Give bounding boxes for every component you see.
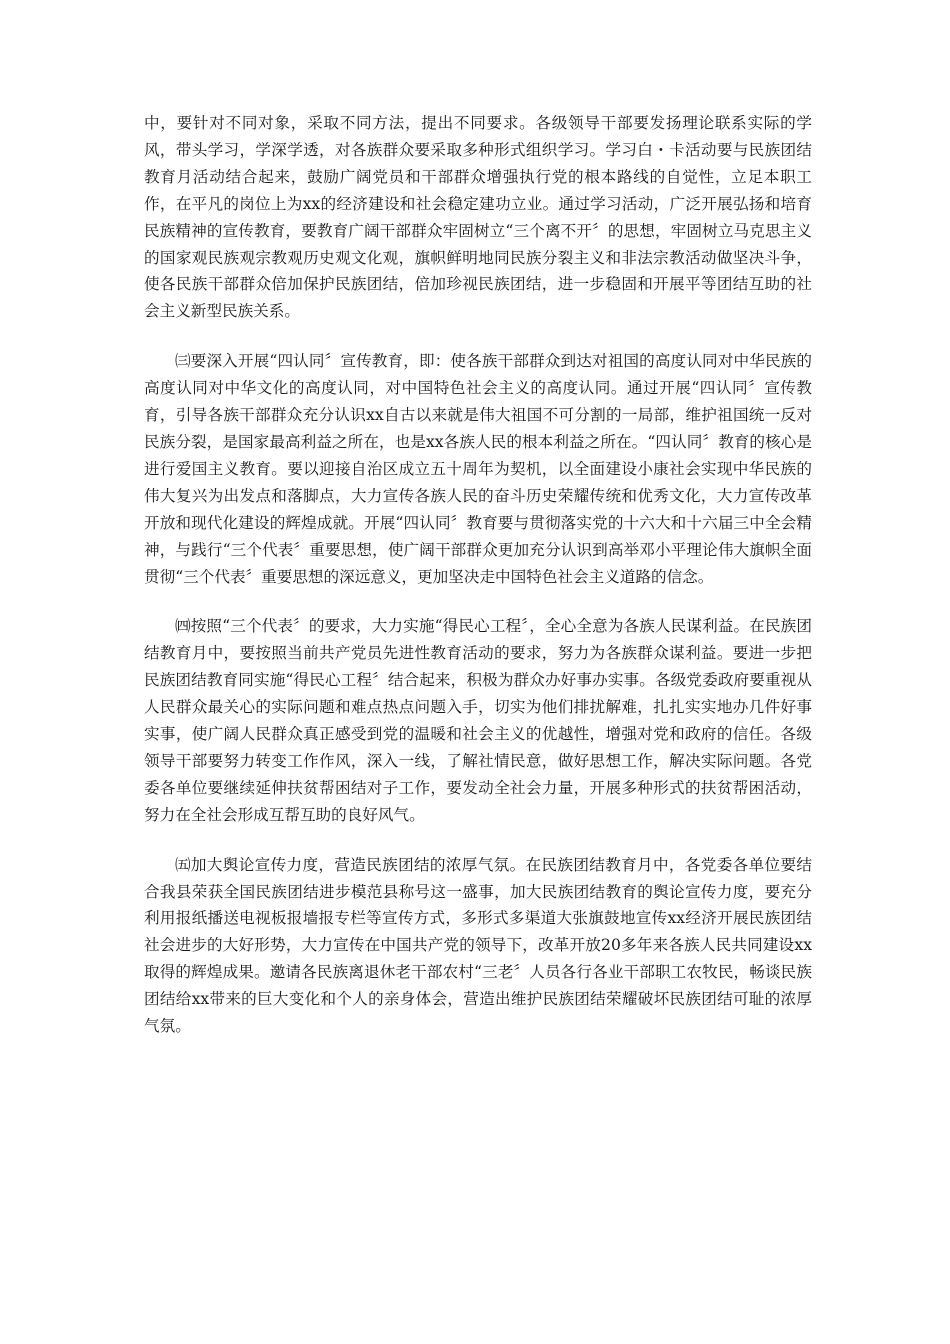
paragraph-section-3: ㈢要深入开展“四认同〞宣传教育，即：使各族干部群众到达对祖国的高度认同对中华民族的高度认同对中华文化的高度认同，对中国特色社会主义的高度认同。通过开展“四认同〞宣传教育，引导各族干部群众充分认识xx自古以来就是伟大祖国不可分割的一局部，维护祖国统一反对民族分裂，是国家最高利益之所在，也是xx各族人民的根本利益之所在。“四认同〞教育的核心是进行爱国主义教育。要以迎接自治区成立五十周年为契机，以全面建设小康社会实现中华民族的伟大复兴为出发点和落脚点，大力宣传各族人民的奋斗历史荣耀传统和优秀文化，大力宣传改革开放和现代化建设的辉煌成就。开展“四认同〞教育要与贯彻落实党的十六大和十六届三中全会精神，与践行“三个代表〞重要思想，使广阔干部群众更加充分认识到高举邓小平理论伟大旗帜全面贯彻“三个代表〞重要思想的深远意义，更加坚决走中国特色社会主义道路的信念。 (144, 352, 812, 586)
paragraph-section-5: ㈤加大舆论宣传力度，营造民族团结的浓厚气氛。在民族团结教育月中，各党委各单位要结合我县荣获全国民族团结进步模范县称号这一盛事，加大民族团结教育的舆论宣传力度，要充分利用报纸播送电视板报墙报专栏等宣传方式，多形式多渠道大张旗鼓地宣传xx经济开展民族团结社会进步的大好形势，大力宣传在中国共产党的领导下，改革开放20多年来各族人民共同建设xx取得的辉煌成果。邀请各民族离退休老干部农村“三老〞人员各行各业干部职工农牧民，畅谈民族团结给xx带来的巨大变化和个人的亲身体会，营造出维护民族团结荣耀破坏民族团结可耻的浓厚气氛。 (144, 855, 812, 1036)
paragraph-section-4: ㈣按照“三个代表〞的要求，大力实施“得民心工程〞，全心全意为各族人民谋利益。在民族团结教育月中，要按照当前共产党员先进性教育活动的要求，努力为各族群众谋利益。要进一步把民族团结教育同实施“得民心工程〞结合起来，积极为群众办好事办实事。各级党委政府要重视从人民群众最关心的实际问题和难点热点问题入手，切实为他们排扰解难，扎扎实实地办几件好事实事，使广阔人民群众真正感受到党的温暖和社会主义的优越性，增强对党和政府的信任。各级领导干部要努力转变工作作风，深入一线，了解社情民意，做好思想工作，解决实际问题。各党委各单位要继续延伸扶贫帮困结对子工作，要发动全社会力量，开展多种形式的扶贫帮困活动，努力在全社会形成互帮互助的良好风气。 (144, 617, 812, 824)
document-page (144, 110, 812, 1040)
paragraph-continuation: 中，要针对不同对象，采取不同方法，提出不同要求。各级领导干部要发扬理论联系实际的学风，带头学习，学深学透，对各族群众要采取多种形式组织学习。学习白・卡活动要与民族团结教育月活动结合起来，鼓励广阔党员和干部群众增强执行党的根本路线的自觉性，立足本职工作，在平凡的岗位上为xx的经济建设和社会稳定建功立业。通过学习活动，广泛开展弘扬和培育民族精神的宣传教育，要教育广阔干部群众牢固树立“三个离不开〞的思想，牢固树立马克思主义的国家观民族观宗教观历史观文化观，旗帜鲜明地同民族分裂主义和非法宗教活动做坚决斗争，使各民族干部群众倍加保护民族团结，倍加珍视民族团结，进一步稳固和开展平等团结互助的社会主义新型民族关系。 (144, 114, 812, 321)
